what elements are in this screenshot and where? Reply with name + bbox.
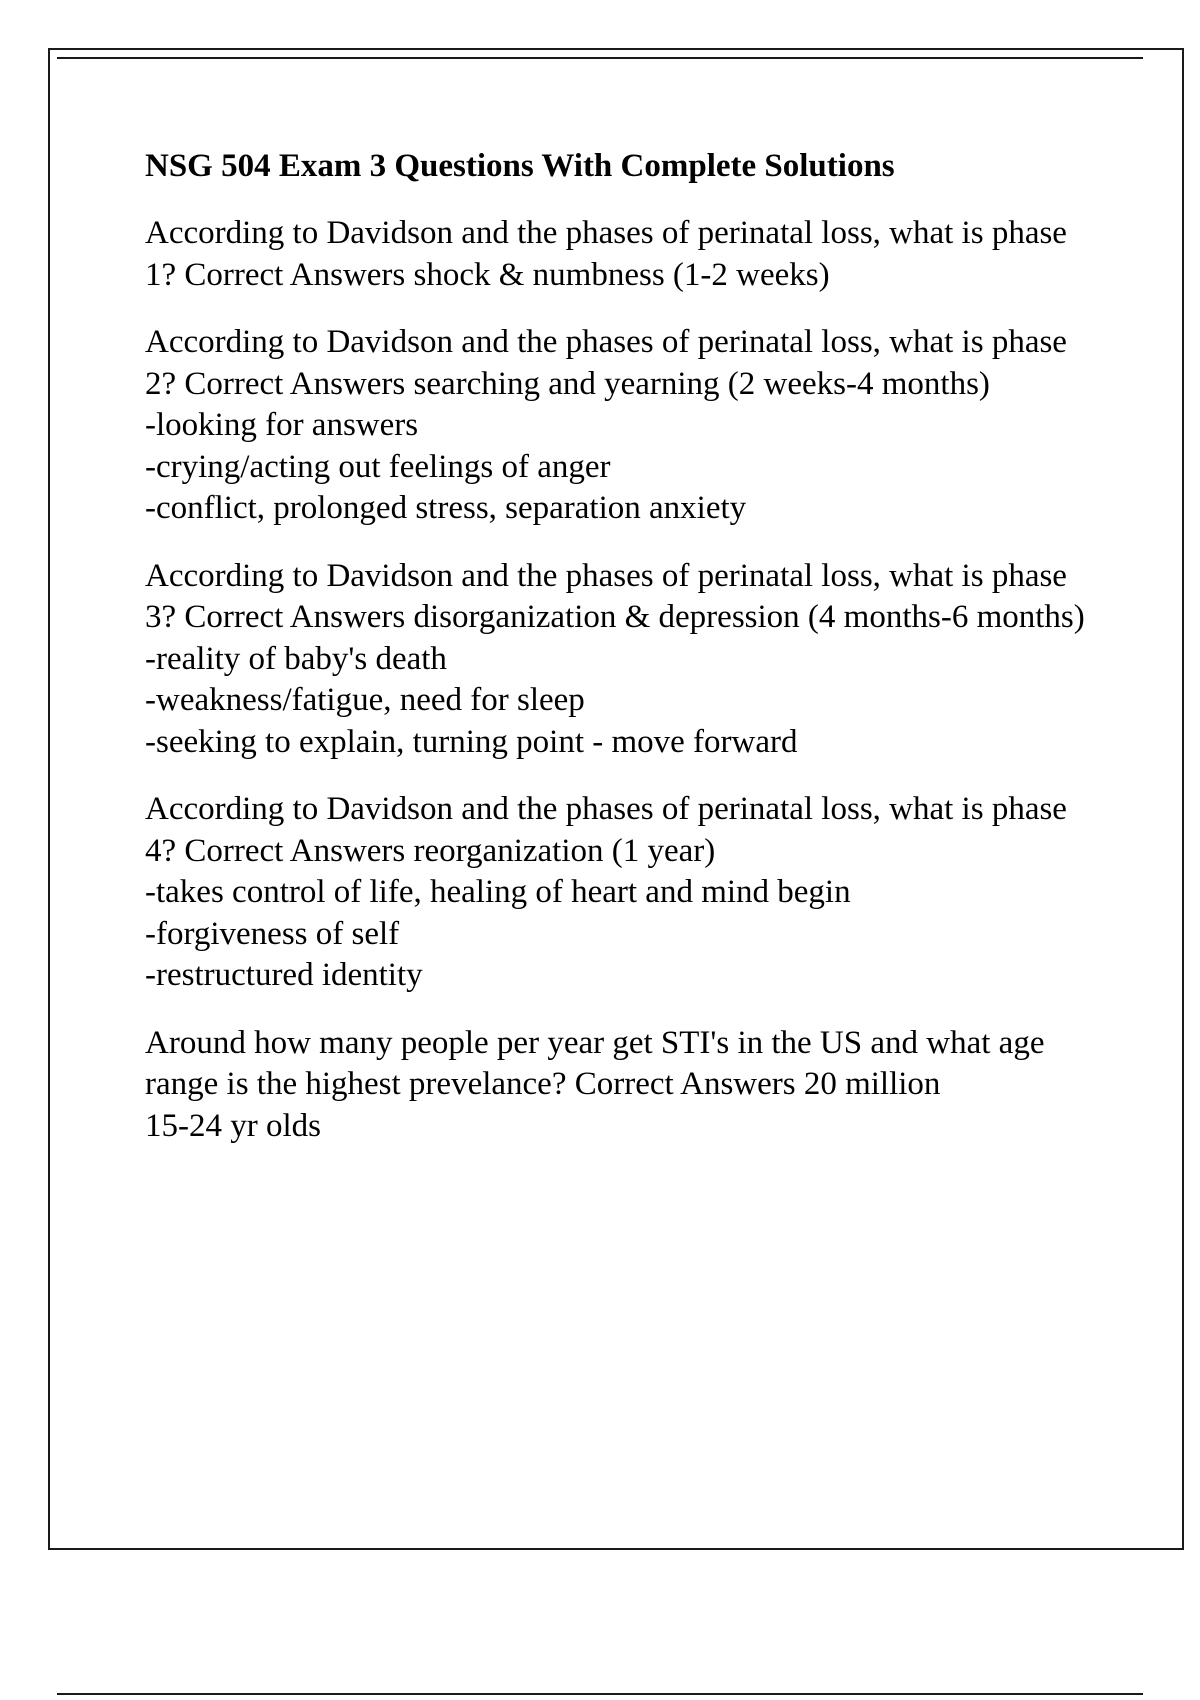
qa-text: According to Davidson and the phases of perinatal loss, what is phase 4? Correct Answers reorganization (1 year) [145,791,1067,869]
qa-detail: -weakness/fatigue, need for sleep [145,682,585,718]
qa-detail: -looking for answers [145,407,419,443]
qa-entry-sti [145,1023,1085,1148]
qa-detail: 15-24 yr olds [145,1107,321,1144]
qa-text: According to Davidson and the phases of perinatal loss, what is phase 3? Correct Answers disorganization & depression (4 months-6 months) [145,557,1085,635]
qa-entry-phase-1 [145,213,1085,296]
qa-detail: -takes control of life, healing of heart and mind begin [145,874,851,910]
document-title: NSG 504 Exam 3 Questions With Complete Solutions [145,148,895,184]
qa-text: According to Davidson and the phases of perinatal loss, what is phase 2? Correct Answers searching and yearning (2 weeks-4 months) [145,324,1067,402]
qa-detail: -reality of baby's death [145,640,447,677]
qa-detail: -conflict, prolonged stress, separation anxiety [145,490,747,526]
footer-rule [57,1693,1143,1695]
document-body [145,146,1085,1173]
header-rule [57,57,1143,59]
qa-entry-phase-2 [145,322,1085,530]
qa-detail: -seeking to explain, turning point - move forward [145,723,798,760]
qa-detail: -forgiveness of self [145,915,400,952]
qa-text: Around how many people per year get STI's in the US and what age range is the highest prevelance? Correct Answers 20 million [145,1024,1045,1102]
qa-detail: -crying/acting out feelings of anger [145,448,611,485]
qa-text: According to Davidson and the phases of perinatal loss, what is phase 1? Correct Answers shock & numbness (1-2 weeks) [145,215,1067,293]
qa-detail: -restructured identity [145,957,423,993]
qa-entry-phase-3 [145,556,1085,764]
qa-entry-phase-4 [145,789,1085,997]
